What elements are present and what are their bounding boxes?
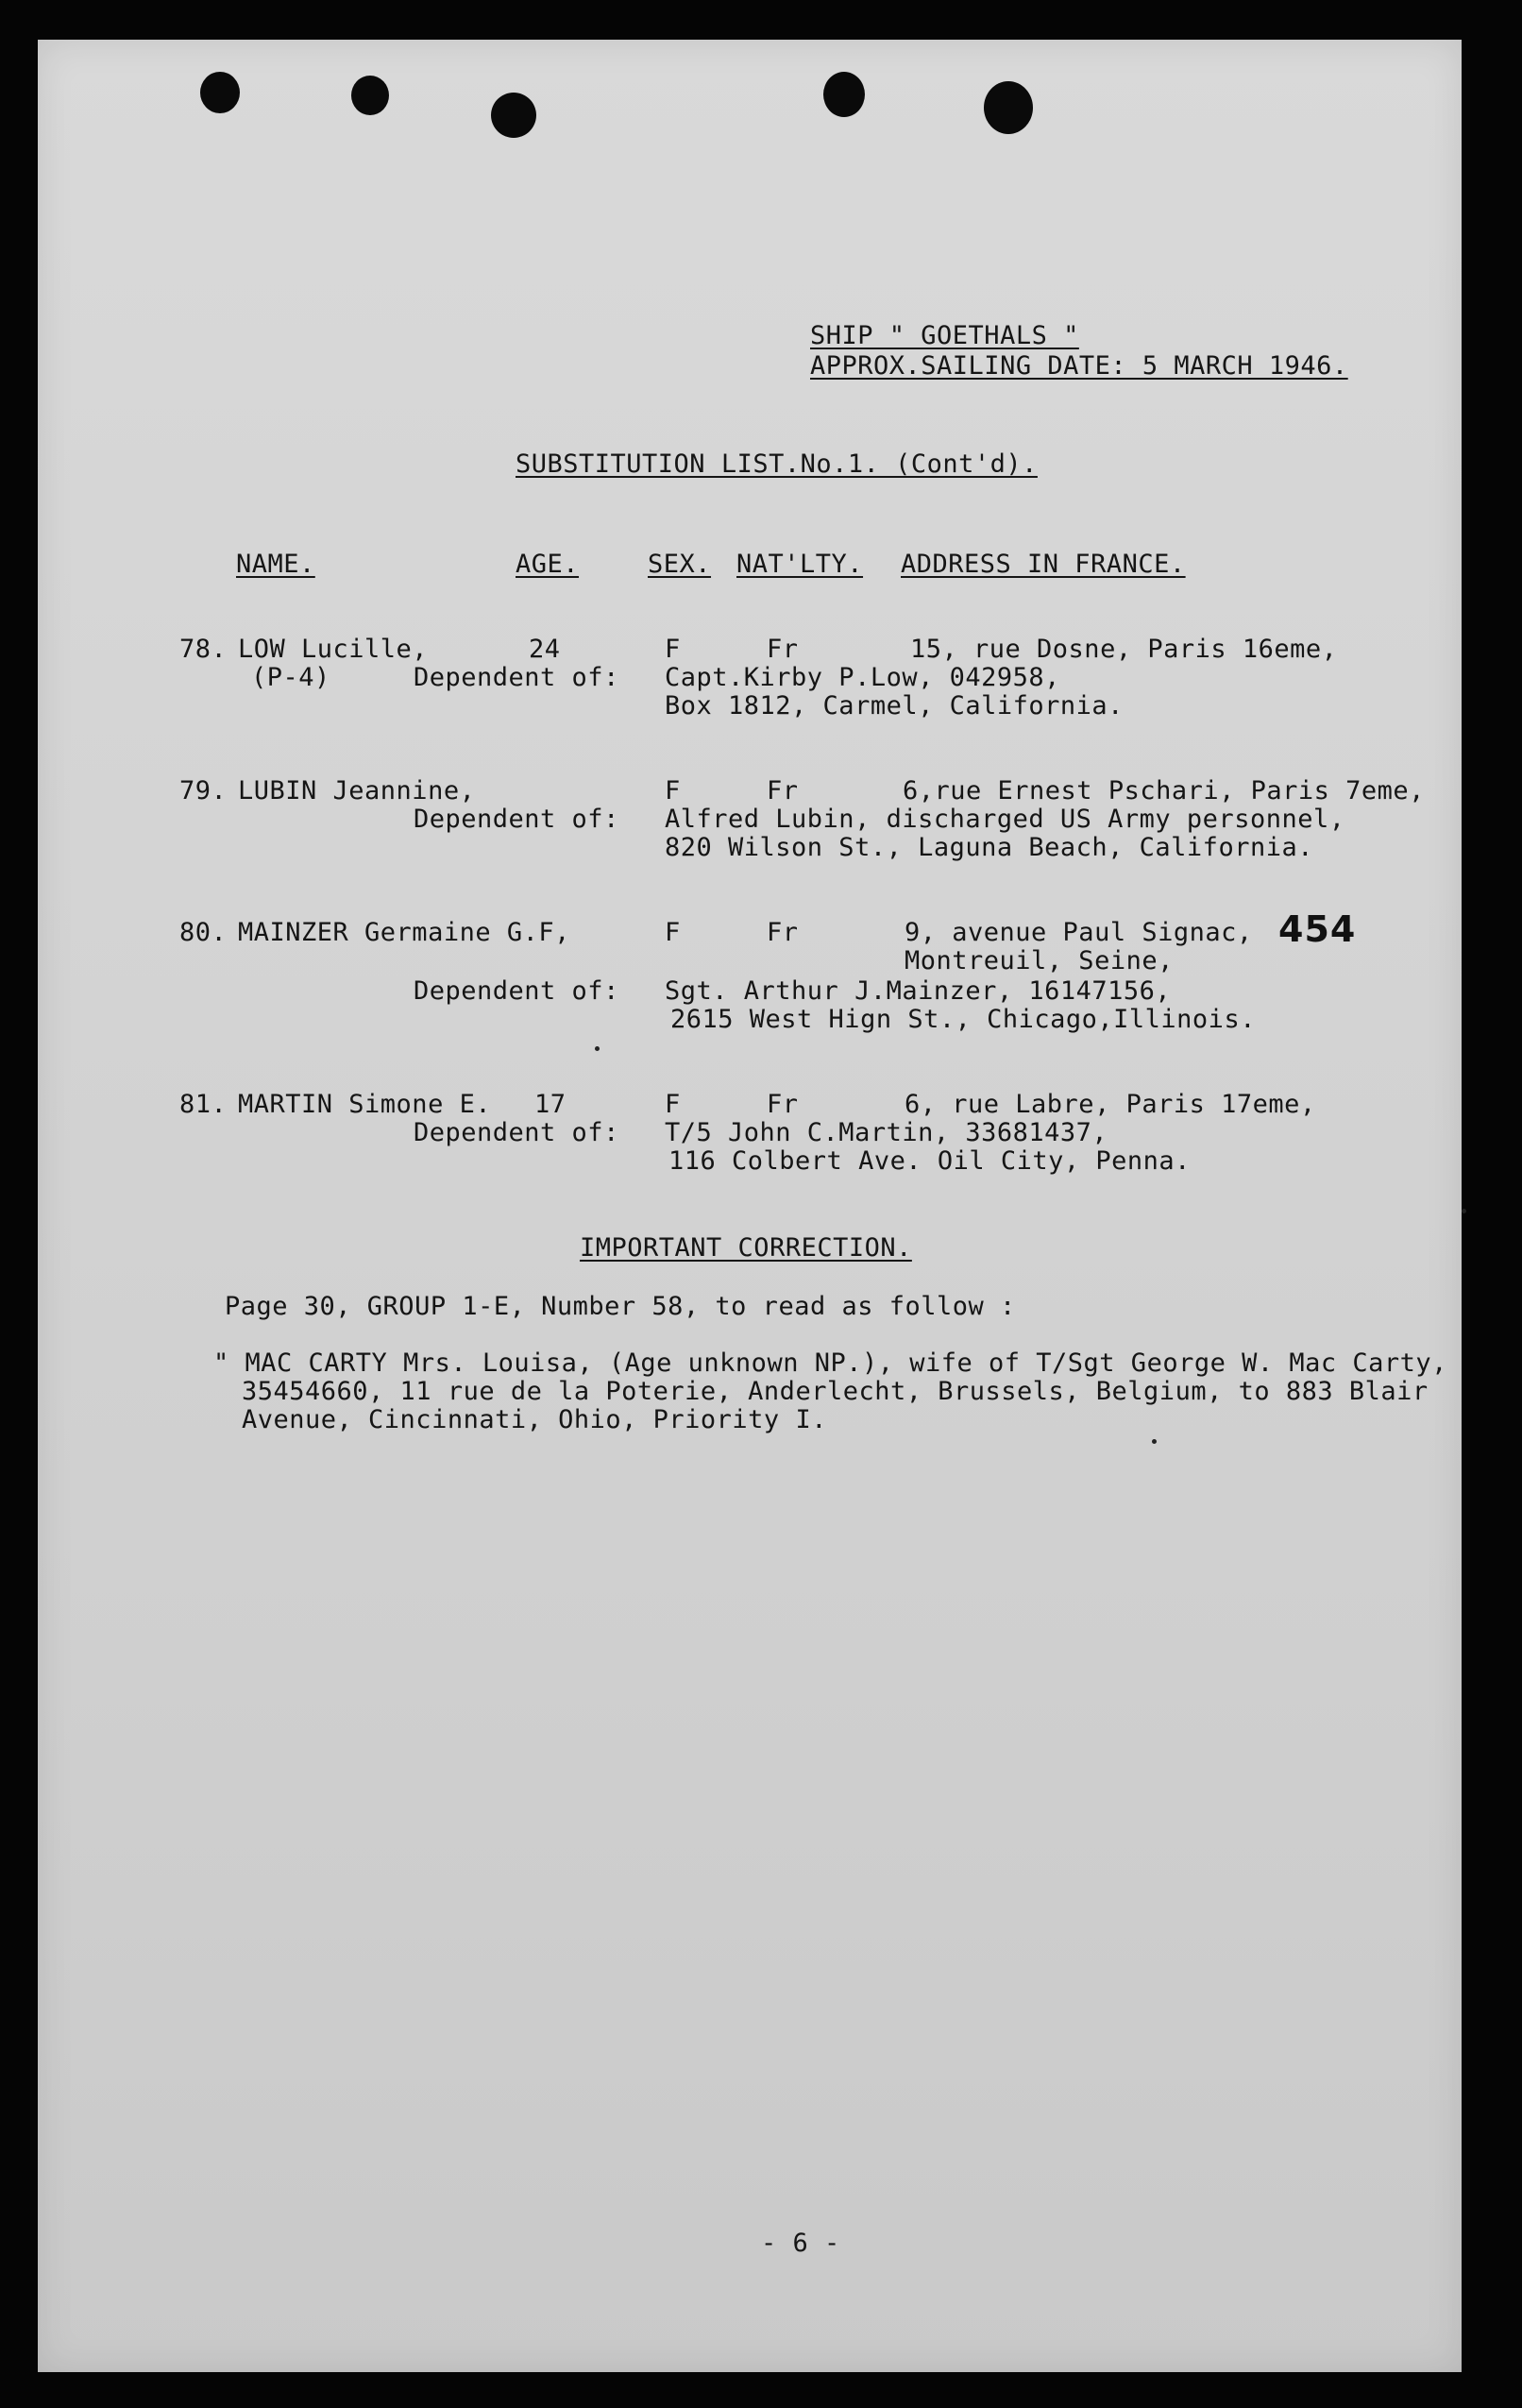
entry-nationality: Fr	[767, 635, 799, 664]
entry-name: LOW Lucille,	[238, 635, 429, 664]
entry-address-2: Montreuil, Seine,	[905, 946, 1174, 975]
entry-number: 78.	[179, 635, 228, 664]
entry-sex: F	[665, 918, 681, 947]
stamp-number: 454	[1278, 908, 1357, 950]
dependent-label: Dependent of:	[414, 805, 619, 834]
column-header-sex: SEX.	[648, 550, 712, 579]
entry-address: 9, avenue Paul Signac,	[905, 918, 1253, 947]
entry-name: MAINZER Germaine G.F,	[238, 918, 570, 947]
punch-hole	[200, 72, 240, 113]
entry-nationality: Fr	[767, 776, 799, 805]
dependent-label: Dependent of:	[414, 663, 619, 692]
entry-name: MARTIN Simone E.	[238, 1090, 492, 1119]
correction-intro: Page 30, GROUP 1-E, Number 58, to read as follow :	[225, 1292, 1016, 1321]
dependent-label: Dependent of:	[414, 1118, 619, 1147]
sponsor-line: Sgt. Arthur J.Mainzer, 16147156,	[665, 976, 1172, 1006]
document-page	[38, 40, 1462, 2372]
sponsor-line: T/5 John C.Martin, 33681437,	[665, 1118, 1108, 1147]
list-title: SUBSTITUTION LIST.No.1. (Cont'd).	[516, 449, 1038, 479]
sponsor-line: Alfred Lubin, discharged US Army personnel,	[665, 805, 1345, 834]
punch-hole	[491, 93, 536, 138]
correction-line: 35454660, 11 rue de la Poterie, Anderlecht, Brussels, Belgium, to 883 Blair	[242, 1377, 1429, 1406]
paper-speck	[1462, 1209, 1466, 1213]
column-header-address: ADDRESS IN FRANCE.	[901, 550, 1186, 579]
entry-name: LUBIN Jeannine,	[238, 776, 476, 805]
entry-address: 15, rue Dosne, Paris 16eme,	[910, 635, 1338, 664]
entry-sub: (P-4)	[251, 663, 330, 692]
entry-sex: F	[665, 635, 681, 664]
sponsor-line: Capt.Kirby P.Low, 042958,	[665, 663, 1060, 692]
page-number: - 6 -	[761, 2229, 840, 2258]
sponsor-line: 820 Wilson St., Laguna Beach, California.	[665, 833, 1313, 862]
correction-line: " MAC CARTY Mrs. Louisa, (Age unknown NP.), wife of T/Sgt George W. Mac Carty,	[213, 1348, 1447, 1378]
entry-number: 80.	[179, 918, 228, 947]
dependent-label: Dependent of:	[414, 976, 619, 1006]
correction-line: Avenue, Cincinnati, Ohio, Priority I.	[242, 1405, 827, 1434]
column-header-name: NAME.	[236, 550, 315, 579]
column-header-nationality: NAT'LTY.	[736, 550, 864, 579]
entry-address: 6,rue Ernest Pschari, Paris 7eme,	[903, 776, 1425, 805]
entry-age: 17	[534, 1090, 567, 1119]
entry-sex: F	[665, 1090, 681, 1119]
entry-nationality: Fr	[767, 1090, 799, 1119]
column-header-age: AGE.	[516, 550, 580, 579]
sailing-date: APPROX.SAILING DATE: 5 MARCH 1946.	[810, 351, 1348, 381]
sponsor-line: 116 Colbert Ave. Oil City, Penna.	[668, 1146, 1191, 1176]
sponsor-line: Box 1812, Carmel, California.	[665, 691, 1124, 721]
punch-hole	[351, 76, 389, 115]
paper-speck	[1152, 1439, 1157, 1444]
punch-hole	[823, 72, 865, 117]
entry-nationality: Fr	[767, 918, 799, 947]
paper-speck	[595, 1046, 600, 1051]
sponsor-line: 2615 West Hign St., Chicago,Illinois.	[670, 1005, 1256, 1034]
ship-name: SHIP " GOETHALS "	[810, 321, 1079, 350]
entry-address: 6, rue Labre, Paris 17eme,	[905, 1090, 1316, 1119]
punch-hole	[984, 81, 1033, 134]
entry-number: 81.	[179, 1090, 228, 1119]
entry-number: 79.	[179, 776, 228, 805]
correction-title: IMPORTANT CORRECTION.	[580, 1233, 912, 1263]
entry-age: 24	[529, 635, 561, 664]
entry-sex: F	[665, 776, 681, 805]
